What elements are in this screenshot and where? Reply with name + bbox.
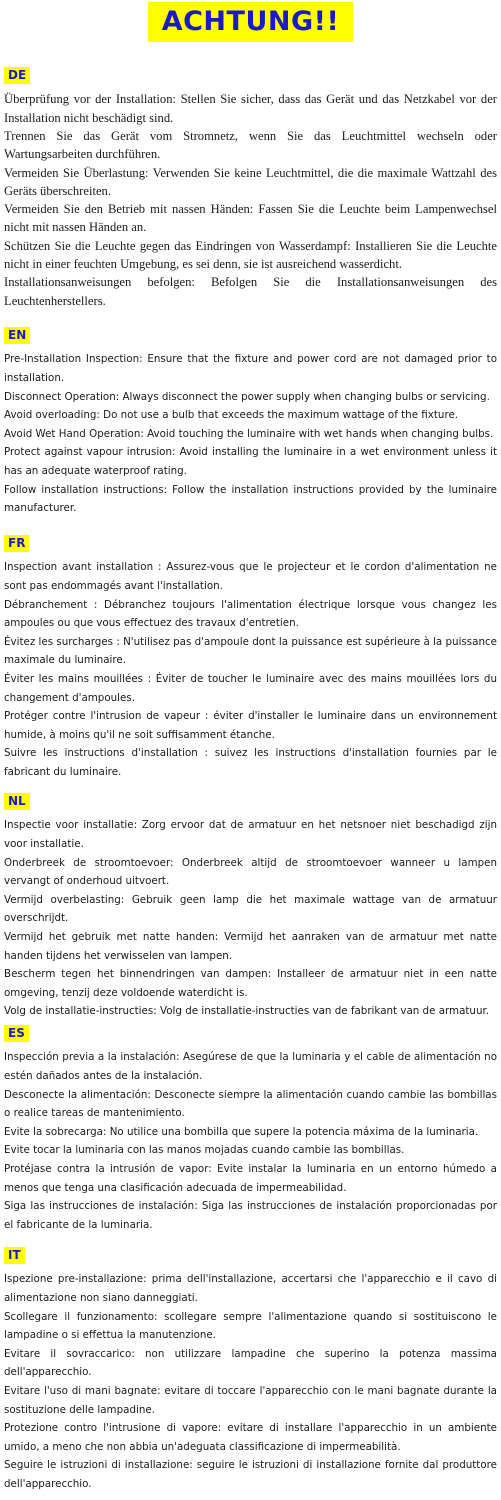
instruction-paragraph: Vermeiden Sie den Betrieb mit nassen Händen: Fassen Sie die Leuchte beim Lampenwechsel nicht mit nassen Händen an. bbox=[4, 202, 497, 235]
lang-badge-de: DE bbox=[4, 67, 30, 84]
instruction-paragraph: Inspectie voor installatie: Zorg ervoor dat de armatuur en het netsnoer niet beschadigd zijn voor installatie. bbox=[4, 819, 497, 850]
section-es bbox=[0, 1024, 501, 1234]
instruction-paragraph: Pre-Installation Inspection: Ensure that the fixture and power cord are not damaged prior to installation. bbox=[4, 353, 497, 384]
instruction-paragraph: Installationsanweisungen befolgen: Befolgen Sie die Installationsanweisungen des Leuchtenherstellers. bbox=[4, 275, 497, 308]
lang-badge-fr: FR bbox=[4, 535, 29, 552]
instruction-paragraph: Vermeiden Sie Überlastung: Verwenden Sie keine Leuchtmittel, die die maximale Wattzahl des Geräts überschreiten. bbox=[4, 165, 497, 198]
section-body bbox=[0, 1048, 501, 1234]
lang-badge-nl: NL bbox=[4, 793, 30, 810]
instruction-paragraph: Follow installation instructions: Follow the installation instructions provided by the luminaire manufacturer. bbox=[4, 483, 497, 515]
instruction-paragraph: Avoid Wet Hand Operation: Avoid touching the luminaire with wet hands when changing bulbs. bbox=[4, 427, 494, 440]
instruction-paragraph: Desconecte la alimentación: Desconecte siempre la alimentación cuando cambie las bombillas o realice tareas de mantenimiento. bbox=[4, 1088, 497, 1120]
instruction-paragraph: Ispezione pre-installazione: prima dell'installazione, accertarsi che l'apparecchio e il cavo di alimentazione non siano danneggiati. bbox=[4, 1273, 497, 1304]
instruction-paragraph: Schützen Sie die Leuchte gegen das Eindringen von Wasserdampf: Installieren Sie die Leuchte nicht in einer feuchten Umgebung, es sei denn, sie ist ausreichend wasserdicht. bbox=[4, 238, 497, 272]
instruction-paragraph: Protezione contro l'intrusione di vapore: evitare di installare l'apparecchio in un ambiente umido, a meno che non abbia un'adeguata classificazione di impermeabilità. bbox=[4, 1422, 497, 1453]
section-en bbox=[0, 326, 501, 518]
instruction-paragraph: Trennen Sie das Gerät vom Stromnetz, wenn Sie das Leuchtmittel wechseln oder Wartungsarbeiten durchführen. bbox=[4, 128, 497, 162]
instruction-paragraph: Vermijd het gebruik met natte handen: Vermijd het aanraken van de armatuur met natte handen tijdens het verwisselen van lampen. bbox=[4, 930, 497, 962]
section-body bbox=[0, 558, 501, 781]
instruction-paragraph: Disconnect Operation: Always disconnect the power supply when changing bulbs or servicing. bbox=[4, 390, 490, 403]
instruction-paragraph: Suivre les instructions d'installation : suivez les instructions d'installation fournies par le fabricant du luminaire. bbox=[4, 747, 497, 778]
instruction-paragraph: Onderbreek de stroomtoevoer: Onderbreek altijd de stroomtoevoer wanneer u lampen vervangt of onderhoud uitvoert. bbox=[4, 856, 497, 888]
instruction-paragraph: Siga las instrucciones de instalación: Siga las instrucciones de instalación proporcionadas por el fabricante de la luminaria. bbox=[4, 1200, 497, 1231]
instruction-paragraph: Débranchement : Débranchez toujours l'alimentation électrique lorsque vous changez les ampoules ou que vous effectuez des travaux d'entretien. bbox=[4, 598, 497, 630]
instruction-paragraph: Protéger contre l'intrusion de vapeur : éviter d'installer le luminaire dans un environnement humide, à moins qu'il ne soit suffisamment étanche. bbox=[4, 710, 497, 741]
instruction-paragraph: Scollegare il funzionamento: scollegare sempre l'alimentazione quando si sostituiscono le lampadine o si effettua la manutenzione. bbox=[4, 1310, 497, 1342]
instruction-paragraph: Vermijd overbelasting: Gebruik geen lamp die het maximale wattage van de armatuur overschrijdt. bbox=[4, 893, 497, 925]
instruction-paragraph: Bescherm tegen het binnendringen van dampen: Installeer de armatuur niet in een natte omgeving, tenzij deze voldoende waterdicht is. bbox=[4, 968, 497, 999]
instruction-paragraph: Evitare il sovraccarico: non utilizzare lampadine che superino la potenza massima dell'apparecchio. bbox=[4, 1347, 497, 1379]
instruction-paragraph: Inspection avant installation : Assurez-vous que le projecteur et le cordon d'alimentation ne sont pas endommagés avant l'installation. bbox=[4, 561, 497, 592]
instruction-paragraph: Volg de installatie-instructies: Volg de installatie-instructies van de fabrikant van de armatuur. bbox=[4, 1005, 490, 1018]
instruction-paragraph: Überprüfung vor der Installation: Stellen Sie sicher, dass das Gerät und das Netzkabel vor der Installation nicht beschädigt sind. bbox=[4, 92, 497, 125]
instruction-paragraph: Evite la sobrecarga: No utilice una bombilla que supere la potencia máxima de la luminaria. bbox=[4, 1125, 479, 1138]
instruction-paragraph: Seguire le istruzioni di installazione: seguire le istruzioni di installazione fornite dal produttore dell'apparecchio. bbox=[4, 1459, 497, 1490]
instruction-paragraph: Evitare l'uso di mani bagnate: evitare di toccare l'apparecchio con le mani bagnate durante la sostituzione delle lampadine. bbox=[4, 1384, 497, 1416]
section-nl bbox=[0, 792, 501, 1021]
instruction-paragraph: Inspección previa a la instalación: Asegúrese de que la luminaria y el cable de alimentación no estén dañados antes de la instalación. bbox=[4, 1051, 497, 1082]
section-body bbox=[0, 816, 501, 1021]
section-body bbox=[0, 90, 501, 310]
section-de bbox=[0, 66, 501, 310]
instruction-paragraph: Protéjase contra la intrusión de vapor: Evite instalar la luminaria en un entorno húmedo a menos que tenga una clasificación adecuada de impermeabilidad. bbox=[4, 1162, 497, 1194]
instruction-paragraph: Évitez les surcharges : N'utilisez pas d'ampoule dont la puissance est supérieure à la puissance maximale du luminaire. bbox=[4, 635, 497, 667]
section-it bbox=[0, 1246, 501, 1494]
instruction-paragraph: Éviter les mains mouillées : Éviter de toucher le luminaire avec des mains mouillées lors du changement d'ampoules. bbox=[4, 672, 497, 704]
lang-badge-es: ES bbox=[4, 1025, 29, 1042]
header-banner bbox=[0, 2, 501, 42]
instruction-paragraph: Avoid overloading: Do not use a bulb that exceeds the maximum wattage of the fixture. bbox=[4, 409, 459, 422]
section-body bbox=[0, 350, 501, 517]
instruction-paragraph: Evite tocar la luminaria con las manos mojadas cuando cambie las bombillas. bbox=[4, 1144, 405, 1157]
lang-badge-it: IT bbox=[4, 1247, 25, 1264]
section-body bbox=[0, 1270, 501, 1493]
page-title: ACHTUNG!! bbox=[148, 2, 354, 42]
instruction-paragraph: Protect against vapour intrusion: Avoid installing the luminaire in a wet environment unless it has an adequate waterproof rating. bbox=[4, 446, 497, 477]
lang-badge-en: EN bbox=[4, 327, 30, 344]
section-fr bbox=[0, 534, 501, 782]
